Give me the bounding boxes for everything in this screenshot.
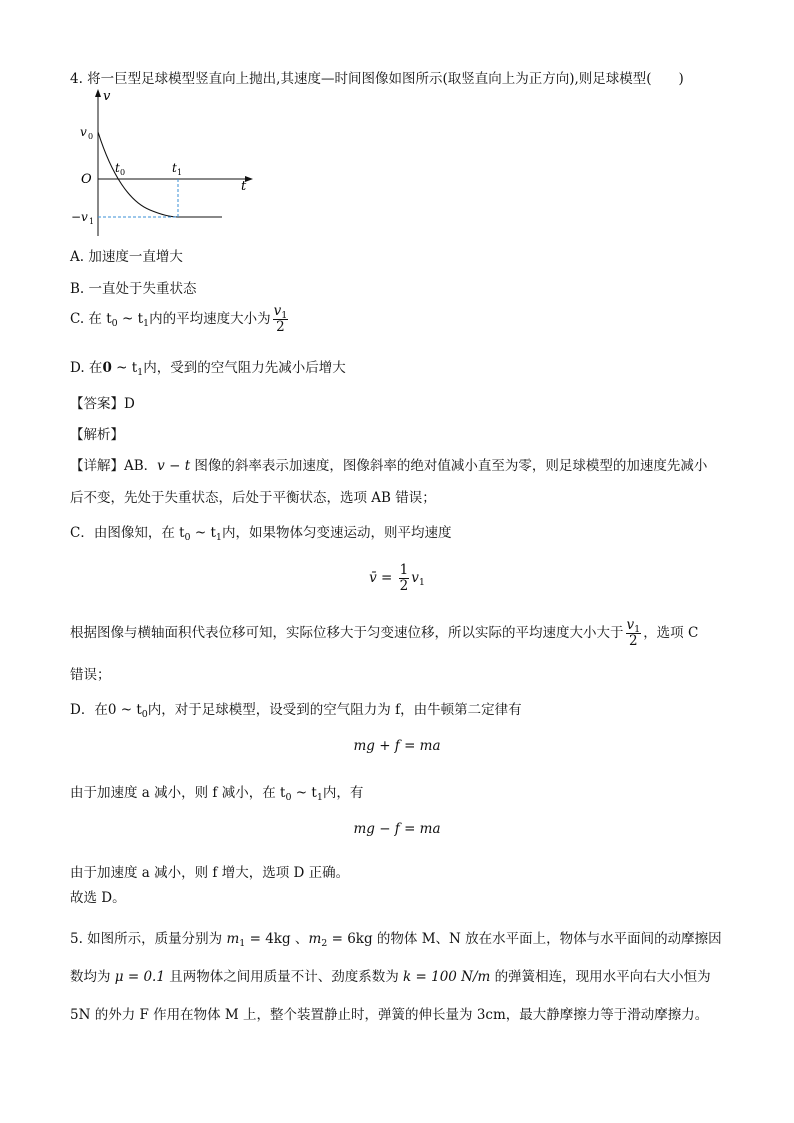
vt-graph xyxy=(70,86,260,238)
option-c-num: v xyxy=(273,303,282,319)
t0-label: t xyxy=(115,161,120,175)
analysis-line-7-pre: 由于加速度 a 减小，则 f 减小，在 t xyxy=(70,785,286,801)
equation-newton-up: mg + f = ma xyxy=(353,738,441,754)
origin-label: O xyxy=(81,172,92,187)
analysis-line-6 xyxy=(70,698,522,718)
analysis-line-7-sub0: 0 xyxy=(285,792,292,803)
analysis-line-2: 后不变，先处于失重状态，后处于平衡状态，选项 AB 错误； xyxy=(70,490,436,506)
analysis-line-6-post: 内，对于足球模型，设受到的空气阻力为 f，由牛顿第二定律有 xyxy=(147,702,522,718)
q5-m2-val: = 6kg xyxy=(327,931,373,947)
option-d-pre: D. 在 xyxy=(70,360,103,376)
option-d-sub: 1 xyxy=(137,367,144,378)
question-5-line-3: 5N 的外力 F 作用在物体 M 上，整个装置静止时，弹簧的伸长量为 3cm，最大静摩擦力等于滑动摩擦力。 xyxy=(70,1007,709,1023)
question-5-line-1 xyxy=(70,927,722,947)
option-a: A. 加速度一直增大 xyxy=(70,249,183,265)
eq1-rhs-sub: 1 xyxy=(418,576,425,588)
q5-line2-post: 的弹簧相连，现用水平向右大小恒为 xyxy=(490,969,711,985)
option-c xyxy=(70,304,290,335)
option-d-mid: ~ t xyxy=(111,360,138,376)
eq1-den: 2 xyxy=(399,577,409,594)
q5-mu: μ = 0.1 xyxy=(114,969,165,985)
q5-k: k = 100 N/m xyxy=(403,969,491,985)
line4-num: v xyxy=(626,617,635,633)
option-d-zero: 0 xyxy=(102,360,112,376)
analysis-line-3-pre: C．由图像知，在 t xyxy=(70,525,185,541)
question-4-stem: 4. 将一巨型足球模型竖直向上抛出,其速度—时间图像如图所示(取竖直向上为正方向),则足球模型( ) xyxy=(70,71,684,87)
analysis-line-4 xyxy=(70,618,698,649)
analysis-line-1-post: 图像的斜率表示加速度，图像斜率的绝对值减小直至为零，则足球模型的加速度先减小 xyxy=(190,458,708,474)
v0-label: v xyxy=(80,125,87,139)
option-b: B. 一直处于失重状态 xyxy=(70,281,197,297)
q5-line2-pre: 数均为 xyxy=(70,969,115,985)
line4-num-sub: 1 xyxy=(634,624,641,635)
line4-den: 2 xyxy=(629,632,638,649)
option-d xyxy=(70,356,346,376)
analysis-line-1 xyxy=(70,454,707,474)
question-5-line-2 xyxy=(70,965,711,985)
v-axis-arrow xyxy=(95,89,101,97)
q5-m1-val: = 4kg xyxy=(245,931,291,947)
neg-v1-sub-label: 1 xyxy=(89,217,95,226)
t0-sub-label: 0 xyxy=(120,168,126,177)
analysis-line-7-post: 内，有 xyxy=(322,785,364,801)
t-axis-label: t xyxy=(241,179,247,194)
analysis-line-3 xyxy=(70,521,451,541)
option-c-pre: C. 在 t xyxy=(70,310,112,327)
t1-sub-label: 1 xyxy=(177,168,183,177)
v-axis-label: v xyxy=(103,89,111,104)
q5-m2: m xyxy=(308,931,322,947)
analysis-line-7 xyxy=(70,781,363,801)
analysis-line-6-mid: ~ t xyxy=(116,702,142,718)
analysis-line-3-mid: ~ t xyxy=(190,525,216,541)
option-c-num-sub: 1 xyxy=(281,310,288,321)
analysis-line-7-sub1: 1 xyxy=(316,792,323,803)
q5-line1-post: 的物体 M、N 放在水平面上，物体与水平面间的动摩擦因 xyxy=(372,931,722,947)
option-d-post: 内，受到的空气阻力先减小后增大 xyxy=(143,360,346,376)
q5-mid1: 、 xyxy=(290,931,309,947)
line4-fraction xyxy=(626,618,642,649)
option-c-fraction xyxy=(273,304,289,335)
analysis-line-7-mid: ~ t xyxy=(291,785,317,801)
option-c-sub0: 0 xyxy=(111,317,118,329)
eq1-fraction xyxy=(399,563,410,594)
q5-line1-pre: 5. 如图所示，质量分别为 xyxy=(70,931,227,947)
v0-sub-label: 0 xyxy=(88,132,94,141)
velocity-curve xyxy=(98,132,178,217)
option-c-den: 2 xyxy=(276,318,285,335)
analysis-line-3-sub1: 1 xyxy=(215,532,222,543)
analysis-line-1-vt: v − t xyxy=(157,458,191,474)
equation-average-velocity xyxy=(0,563,794,594)
analysis-line-3-post: 内，如果物体匀变速运动，则平均速度 xyxy=(221,525,452,541)
analysis-line-9: 故选 D。 xyxy=(70,890,126,906)
analysis-line-1-pre: 【详解】AB． xyxy=(70,458,158,474)
option-c-mid: ~ t xyxy=(117,310,144,327)
eq1-lhs: v̄ = xyxy=(369,569,397,586)
analysis-line-3-sub0: 0 xyxy=(184,532,191,543)
analysis-line-4-post: ，选项 C xyxy=(643,624,699,641)
answer: 【答案】D xyxy=(70,396,135,412)
t1-label: t xyxy=(172,161,177,175)
neg-v1-label: −v xyxy=(71,210,88,224)
eq1-rhs: v xyxy=(411,569,419,586)
q5-m1: m xyxy=(226,931,240,947)
q5-line2-mid: 且两物体之间用质量不计、劲度系数为 xyxy=(164,969,404,985)
analysis-line-6-sub: 0 xyxy=(141,709,148,720)
option-c-post: 内的平均速度大小为 xyxy=(149,310,271,327)
analysis-line-8: 由于加速度 a 减小，则 f 增大，选项 D 正确。 xyxy=(70,865,350,881)
q5-m1-sub: 1 xyxy=(239,938,246,949)
analysis-line-6-zero: 0 xyxy=(107,702,117,718)
analysis-line-5: 错误； xyxy=(70,667,111,683)
analysis-line-4-pre: 根据图像与横轴面积代表位移可知，实际位移大于匀变速位移，所以实际的平均速度大小大于 xyxy=(70,624,624,641)
equation-newton-down: mg − f = ma xyxy=(353,821,441,837)
analysis-line-6-pre: D．在 xyxy=(70,702,108,718)
q5-m2-sub: 2 xyxy=(321,938,328,949)
analysis-label: 【解析】 xyxy=(70,427,124,443)
eq1-num: 1 xyxy=(399,562,409,578)
option-c-sub1: 1 xyxy=(143,317,150,329)
